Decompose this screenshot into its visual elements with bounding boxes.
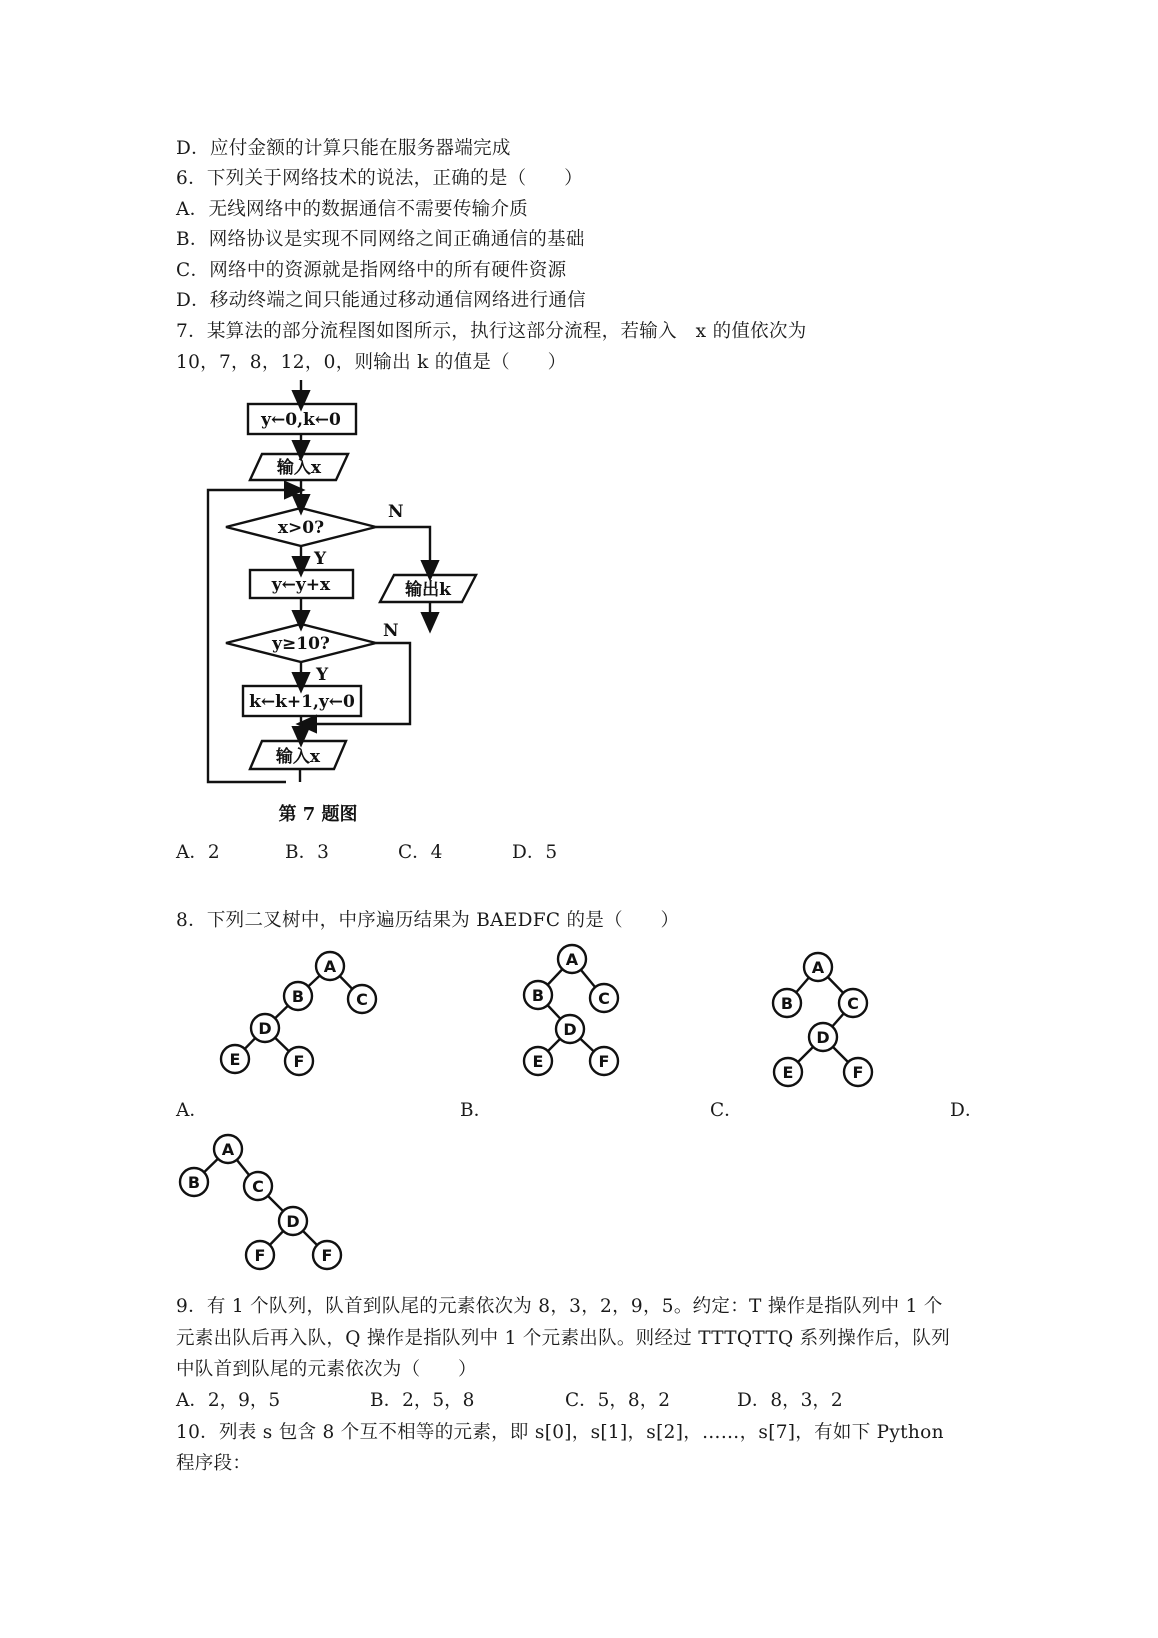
q5-option-d: D．应付金额的计算只能在服务器端完成 — [176, 138, 511, 159]
tree-c-label-e: E — [782, 1063, 794, 1082]
cond2-text: y≥10? — [272, 634, 330, 654]
q9-option-b: B．2，5，8 — [370, 1390, 475, 1411]
flowchart-caption: 第 7 题图 — [278, 804, 358, 825]
cond1-text: x>0? — [277, 518, 325, 538]
q7-option-a: A．2 — [176, 842, 220, 863]
q9-option-a: A．2，9，5 — [176, 1390, 281, 1411]
q8-label-b: B． — [460, 1100, 493, 1121]
q6-option-a: A．无线网络中的数据通信不需要传输介质 — [176, 199, 529, 220]
q6-stem: 6．下列关于网络技术的说法，正确的是（ ） — [176, 168, 583, 189]
q8-stem: 8．下列二叉树中，中序遍历结果为 BAEDFC 的是（ ） — [176, 910, 680, 931]
q9-stem-line3: 中队首到队尾的元素依次为（ ） — [176, 1359, 477, 1380]
q7-stem-line1: 7．某算法的部分流程图如图所示，执行这部分流程，若输入 x 的值依次为 — [176, 321, 807, 342]
q9-stem-line1: 9．有 1 个队列，队首到队尾的元素依次为 8，3，2，9，5。约定：T 操作是指队列中 1 个 — [176, 1296, 943, 1317]
input2-text: 输入x — [275, 747, 321, 767]
tree-b — [518, 940, 648, 1105]
q7-option-c: C．4 — [398, 842, 443, 863]
q6-option-d: D．移动终端之间只能通过移动通信网络进行通信 — [176, 290, 586, 311]
tree-d-label-c: C — [252, 1177, 264, 1196]
tree-c-label-a: A — [811, 958, 825, 977]
tree-d-label-b: B — [187, 1173, 201, 1192]
init-text: y←0,k←0 — [261, 410, 341, 430]
tree-b-label-a: A — [565, 950, 579, 969]
cond1-yes-label: Y — [314, 549, 327, 569]
tree-a — [205, 945, 395, 1110]
q7-stem-line2: 10，7，8，12，0，则输出 k 的值是（ ） — [176, 352, 567, 373]
tree-c-label-b: B — [780, 994, 794, 1013]
tree-d-label-left: F — [254, 1246, 266, 1265]
q10-stem-line1: 10．列表 s 包含 8 个互不相等的元素，即 s[0]，s[1]，s[2]，……，s[7]，有如下 Python — [176, 1422, 944, 1443]
tree-a-label-f: F — [293, 1052, 305, 1071]
tree-c-label-d: D — [816, 1028, 830, 1047]
q8-label-a: A． — [176, 1100, 208, 1121]
tree-c-label-f: F — [852, 1063, 864, 1082]
tree-a-label-d: D — [258, 1019, 272, 1038]
tree-b-label-f: F — [598, 1052, 610, 1071]
assign2-text: k←k+1,y←0 — [249, 692, 355, 712]
output-text: 输出k — [405, 580, 451, 600]
q6-option-c: C．网络中的资源就是指网络中的所有硬件资源 — [176, 260, 567, 281]
q10-stem-line2: 程序段： — [176, 1453, 252, 1474]
tree-a-label-c: C — [356, 990, 368, 1009]
assign1-text: y←y+x — [271, 575, 331, 595]
q9-stem-line2: 元素出队后再入队，Q 操作是指队列中 1 个元素出队。则经过 TTTQTTQ 系列操作后，队列 — [176, 1328, 951, 1349]
tree-d-label-d: D — [286, 1212, 300, 1231]
q9-option-d: D．8，3，2 — [737, 1390, 843, 1411]
tree-b-label-d: D — [563, 1020, 577, 1039]
input1-text: 输入x — [276, 458, 322, 478]
q8-label-d: D． — [950, 1100, 984, 1121]
cond1-no-branch — [376, 527, 430, 572]
cond2-yes-label: Y — [316, 665, 329, 685]
tree-a-label-a: A — [323, 957, 337, 976]
q9-option-c: C．5，8，2 — [565, 1390, 670, 1411]
q8-label-c: C． — [710, 1100, 743, 1121]
tree-b-label-b: B — [531, 986, 545, 1005]
q7-option-d: D．5 — [512, 842, 558, 863]
tree-b-label-c: C — [598, 989, 610, 1008]
flowchart-figure — [200, 380, 500, 830]
tree-a-label-e: E — [229, 1050, 241, 1069]
tree-d — [176, 1130, 356, 1280]
tree-b-label-e: E — [532, 1052, 544, 1071]
tree-c — [752, 948, 882, 1113]
tree-d-label-right: F — [321, 1246, 333, 1265]
tree-c-label-c: C — [847, 994, 859, 1013]
tree-a-label-b: B — [291, 987, 305, 1006]
cond2-no-label: N — [383, 621, 399, 641]
q7-option-b: B．3 — [285, 842, 329, 863]
tree-d-label-a: A — [221, 1140, 235, 1159]
cond1-no-label: N — [388, 502, 404, 522]
q6-option-b: B．网络协议是实现不同网络之间正确通信的基础 — [176, 229, 585, 250]
